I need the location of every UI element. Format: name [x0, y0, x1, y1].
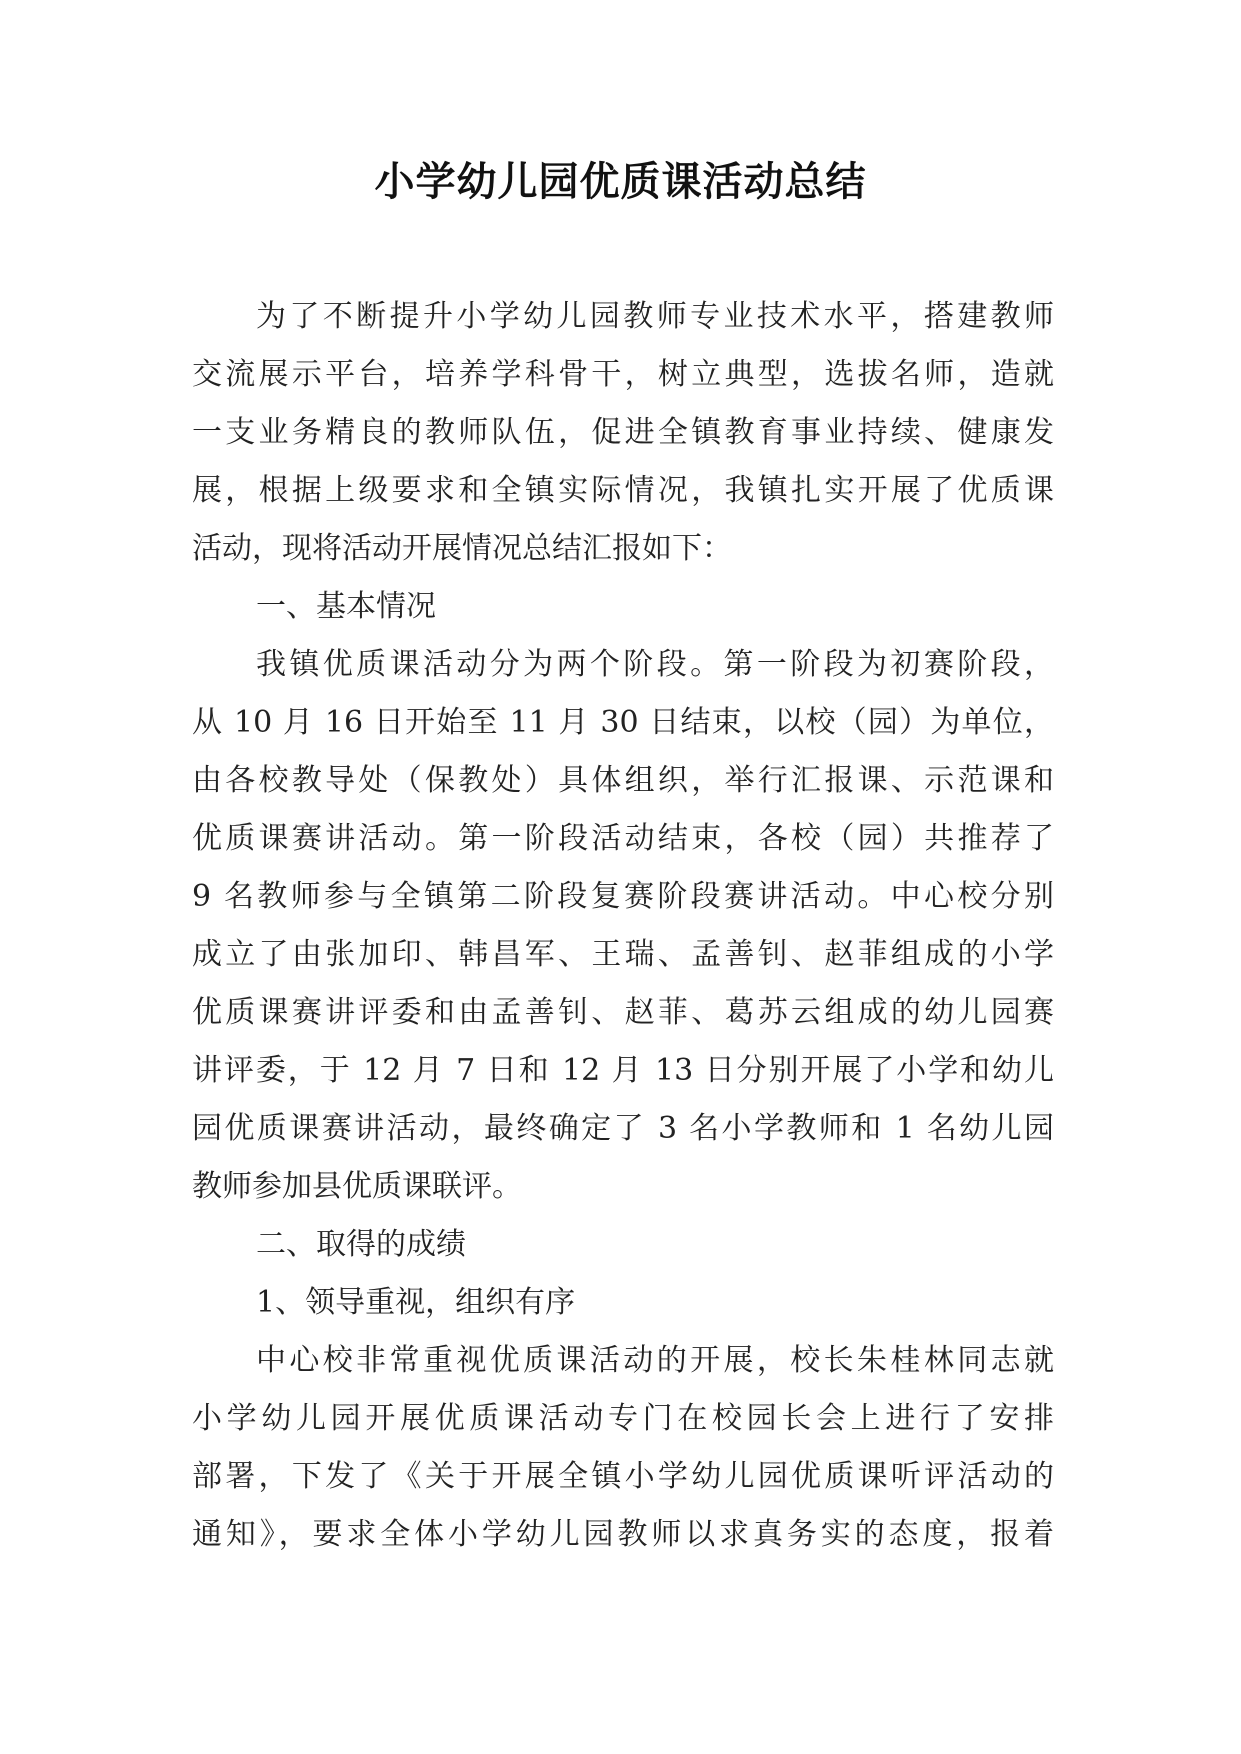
section-heading: 二、取得的成绩	[256, 1227, 466, 1262]
text-line: 教师参加县优质课联评。	[192, 1169, 522, 1204]
text-line: 通知》，要求全体小学幼儿园教师以求真务实的态度，报着	[192, 1517, 1054, 1552]
text-line: 中心校非常重视优质课活动的开展，校长朱桂林同志就	[256, 1343, 1054, 1378]
text-line: 部署，下发了《关于开展全镇小学幼儿园优质课听评活动的	[192, 1459, 1054, 1494]
text-line: 交流展示平台，培养学科骨干，树立典型，选拔名师，造就	[192, 357, 1054, 392]
text-line: 成立了由张加印、韩昌军、王瑞、孟善钊、赵菲组成的小学	[192, 937, 1054, 972]
text-line: 由各校教导处（保教处）具体组织，举行汇报课、示范课和	[192, 763, 1054, 798]
text-line: 为了不断提升小学幼儿园教师专业技术水平，搭建教师	[256, 299, 1054, 334]
text-line: 一支业务精良的教师队伍，促进全镇教育事业持续、健康发	[192, 415, 1054, 450]
text-line: 展，根据上级要求和全镇实际情况，我镇扎实开展了优质课	[192, 473, 1054, 508]
text-line: 9 名教师参与全镇第二阶段复赛阶段赛讲活动。中心校分别	[192, 879, 1054, 914]
text-line: 讲评委，于 12 月 7 日和 12 月 13 日分别开展了小学和幼儿	[192, 1053, 1054, 1088]
text-line: 园优质课赛讲活动，最终确定了 3 名小学教师和 1 名幼儿园	[192, 1111, 1054, 1146]
subsection-heading: 1、领导重视，组织有序	[256, 1285, 576, 1320]
text-line: 优质课赛讲评委和由孟善钊、赵菲、葛苏云组成的幼儿园赛	[192, 995, 1054, 1030]
text-line: 活动，现将活动开展情况总结汇报如下：	[192, 531, 732, 566]
document-title: 小学幼儿园优质课活动总结	[374, 158, 867, 205]
text-line: 小学幼儿园开展优质课活动专门在校园长会上进行了安排	[192, 1401, 1054, 1436]
text-line: 优质课赛讲活动。第一阶段活动结束，各校（园）共推荐了	[192, 821, 1054, 856]
text-line: 我镇优质课活动分为两个阶段。第一阶段为初赛阶段，	[256, 647, 1054, 682]
section-heading: 一、基本情况	[256, 589, 436, 624]
text-line: 从 10 月 16 日开始至 11 月 30 日结束，以校（园）为单位，	[192, 705, 1054, 740]
document-body	[192, 288, 1054, 1564]
